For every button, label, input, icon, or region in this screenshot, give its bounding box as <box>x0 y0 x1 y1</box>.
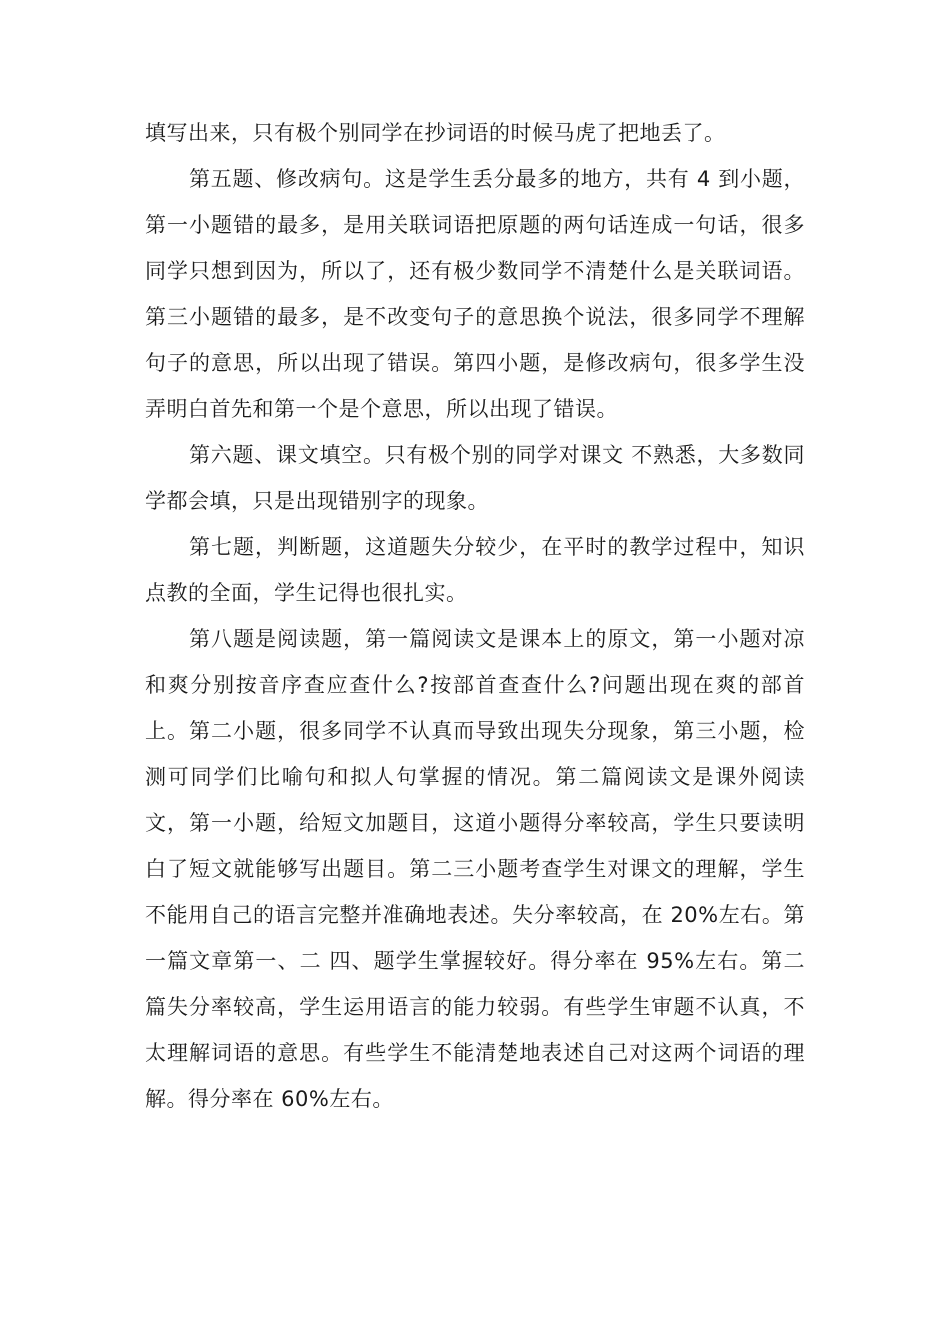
document-body <box>145 110 805 1122</box>
paragraph-5: 第八题是阅读题，第一篇阅读文是课本上的原文，第一小题对凉和爽分别按音序查应查什么?按部首查查什么?问题出现在爽的部首上。第二小题，很多同学不认真而导致出现失分现象，第三小题，检测可同学们比喻句和拟人句掌握的情况。第二篇阅读文是课外阅读文，第一小题，给短文加题目，这道小题得分率较高，学生只要读明白了短文就能够写出题目。第二三小题考查学生对课文的理解，学生不能用自己的语言完整并准确地表述。失分率较高，在 20%左右。第一篇文章第一、二 四、题学生掌握较好。得分率在 95%左右。第二篇失分率较高，学生运用语言的能力较弱。有些学生审题不认真，不太理解词语的意思。有些学生不能清楚地表述自己对这两个词语的理解。得分率在 60%左右。 <box>145 627 805 1111</box>
paragraph-4: 第七题，判断题，这道题失分较少，在平时的教学过程中，知识点教的全面，学生记得也很扎实。 <box>145 535 805 605</box>
paragraph-2: 第五题、修改病句。这是学生丢分最多的地方，共有 4 到小题，第一小题错的最多，是用关联词语把原题的两句话连成一句话，很多同学只想到因为，所以了，还有极少数同学不清楚什么是关联词语。第三小题错的最多，是不改变句子的意思换个说法，很多同学不理解句子的意思，所以出现了错误。第四小题，是修改病句，很多学生没弄明白首先和第一个是个意思，所以出现了错误。 <box>145 167 805 421</box>
paragraph-1: 填写出来，只有极个别同学在抄词语的时候马虎了把地丢了。 <box>145 121 726 145</box>
paragraph-3: 第六题、课文填空。只有极个别的同学对课文 不熟悉，大多数同学都会填，只是出现错别字的现象。 <box>145 443 805 513</box>
